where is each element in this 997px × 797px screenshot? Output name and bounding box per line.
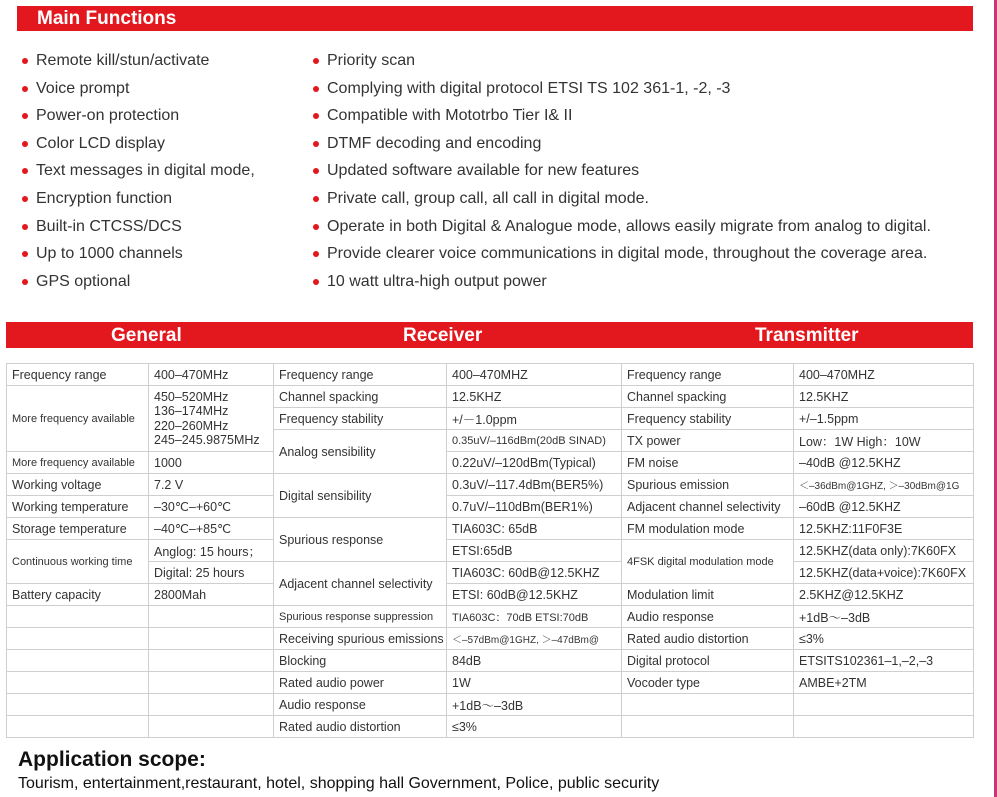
receiver-label: Spurious response	[274, 518, 447, 562]
empty-cell	[149, 672, 274, 694]
feature-item: Color LCD display	[22, 130, 255, 158]
general-label: Battery capacity	[7, 584, 149, 606]
transmitter-label: 4FSK digital modulation mode	[622, 540, 794, 584]
transmitter-value: +1dB～–3dB	[794, 606, 974, 628]
general-value: 2800Mah	[149, 584, 274, 606]
transmitter-label: Spurious emission	[622, 474, 794, 496]
empty-cell	[794, 694, 974, 716]
receiver-value: 12.5KHZ	[447, 386, 622, 408]
feature-item: Up to 1000 channels	[22, 240, 255, 268]
bullet-icon	[313, 224, 319, 230]
receiver-value: +/－1.0ppm	[447, 408, 622, 430]
feature-item: Encryption function	[22, 185, 255, 213]
transmitter-value: 12.5KHZ(data only):7K60FX	[794, 540, 974, 562]
table-row	[7, 606, 974, 628]
feature-item: GPS optional	[22, 268, 255, 296]
bullet-icon	[313, 86, 319, 92]
empty-cell	[149, 606, 274, 628]
table-row	[7, 628, 974, 650]
table-row	[7, 474, 974, 496]
bullet-icon	[22, 141, 28, 147]
empty-cell	[7, 650, 149, 672]
general-label: Working voltage	[7, 474, 149, 496]
transmitter-label: Channel spacking	[622, 386, 794, 408]
empty-cell	[7, 628, 149, 650]
transmitter-label: Vocoder type	[622, 672, 794, 694]
transmitter-value: ＜–36dBm@1GHZ, ＞–30dBm@1G	[794, 474, 974, 496]
general-value: 1000	[149, 452, 274, 474]
transmitter-label: Digital protocol	[622, 650, 794, 672]
empty-cell	[7, 672, 149, 694]
receiver-value: 84dB	[447, 650, 622, 672]
receiver-value: ETSI:65dB	[447, 540, 622, 562]
table-row	[7, 518, 974, 540]
general-label: Continuous working time	[7, 540, 149, 584]
bullet-icon	[313, 196, 319, 202]
feature-item: Operate in both Digital & Analogue mode, allows easily migrate from analog to digital.	[313, 213, 931, 241]
general-value: Digital: 25 hours	[149, 562, 274, 584]
empty-cell	[7, 716, 149, 738]
table-row	[7, 672, 974, 694]
transmitter-value: ETSITS102361–1,–2,–3	[794, 650, 974, 672]
main-functions-title: Main Functions	[37, 8, 177, 29]
feature-item: Compatible with Mototrbo Tier I& II	[313, 102, 931, 130]
table-row	[7, 694, 974, 716]
transmitter-value: 2.5KHZ@12.5KHZ	[794, 584, 974, 606]
receiver-value: TIA603C：70dB ETSI:70dB	[447, 606, 622, 628]
receiver-value: ETSI: 60dB@12.5KHZ	[447, 584, 622, 606]
feature-item: Complying with digital protocol ETSI TS 102 361-1, -2, -3	[313, 75, 931, 103]
bullet-icon	[313, 251, 319, 257]
table-row	[7, 540, 974, 562]
general-label: More frequency available	[7, 386, 149, 452]
bullet-icon	[313, 168, 319, 174]
feature-item: Text messages in digital mode,	[22, 157, 255, 185]
transmitter-label: Adjacent channel selectivity	[622, 496, 794, 518]
feature-item: Power-on protection	[22, 102, 255, 130]
receiver-label: Audio response	[274, 694, 447, 716]
receiver-value: 400–470MHZ	[447, 364, 622, 386]
features-left-list	[22, 47, 255, 295]
bullet-icon	[22, 58, 28, 64]
receiver-value: +1dB～–3dB	[447, 694, 622, 716]
transmitter-label: Frequency stability	[622, 408, 794, 430]
general-value: 400–470MHz	[149, 364, 274, 386]
receiver-label: Analog sensibility	[274, 430, 447, 474]
receiver-value: 0.3uV/–117.4dBm(BER5%)	[447, 474, 622, 496]
bullet-icon	[22, 86, 28, 92]
feature-item: Priority scan	[313, 47, 931, 75]
receiver-label: Receiving spurious emissions	[274, 628, 447, 650]
spec-section-header	[6, 322, 973, 348]
table-row	[7, 452, 974, 474]
general-value: –30℃–+60℃	[149, 496, 274, 518]
table-row	[7, 584, 974, 606]
feature-item: Updated software available for new features	[313, 157, 931, 185]
general-value-stack: 450–520MHz 136–174MHz 220–260MHz 245–245.9875MHz	[149, 386, 274, 452]
transmitter-value: –40dB @12.5KHZ	[794, 452, 974, 474]
transmitter-label: TX power	[622, 430, 794, 452]
table-row	[7, 386, 974, 408]
empty-cell	[622, 694, 794, 716]
table-row	[7, 562, 974, 584]
feature-item: Voice prompt	[22, 75, 255, 103]
feature-item: Provide clearer voice communications in digital mode, throughout the coverage area.	[313, 240, 931, 268]
application-scope-title: Application scope:	[18, 748, 206, 771]
spec-table	[6, 363, 974, 738]
features-right-list	[313, 47, 931, 295]
general-label: Working temperature	[7, 496, 149, 518]
transmitter-value: 400–470MHZ	[794, 364, 974, 386]
transmitter-value: +/–1.5ppm	[794, 408, 974, 430]
bullet-icon	[22, 113, 28, 119]
empty-cell	[149, 628, 274, 650]
empty-cell	[622, 716, 794, 738]
empty-cell	[149, 650, 274, 672]
receiver-label: Adjacent channel selectivity	[274, 562, 447, 606]
general-value: 7.2 V	[149, 474, 274, 496]
transmitter-label: Frequency range	[622, 364, 794, 386]
transmitter-heading: Transmitter	[755, 325, 859, 346]
receiver-label: Spurious response suppression	[274, 606, 447, 628]
transmitter-value: 12.5KHZ	[794, 386, 974, 408]
receiver-value: 0.7uV/–110dBm(BER1%)	[447, 496, 622, 518]
general-label: Storage temperature	[7, 518, 149, 540]
feature-item: DTMF decoding and encoding	[313, 130, 931, 158]
table-row	[7, 496, 974, 518]
bullet-icon	[313, 58, 319, 64]
bullet-icon	[313, 113, 319, 119]
transmitter-label: FM noise	[622, 452, 794, 474]
empty-cell	[149, 716, 274, 738]
receiver-label: Rated audio power	[274, 672, 447, 694]
bullet-icon	[22, 279, 28, 285]
bullet-icon	[313, 279, 319, 285]
receiver-label: Frequency range	[274, 364, 447, 386]
receiver-label: Channel spacking	[274, 386, 447, 408]
bullet-icon	[22, 224, 28, 230]
table-row	[7, 650, 974, 672]
receiver-label: Blocking	[274, 650, 447, 672]
receiver-label: Rated audio distortion	[274, 716, 447, 738]
feature-item: Remote kill/stun/activate	[22, 47, 255, 75]
empty-cell	[149, 694, 274, 716]
general-value: –40℃–+85℃	[149, 518, 274, 540]
empty-cell	[7, 694, 149, 716]
general-heading: General	[111, 325, 182, 346]
receiver-value: 0.22uV/–120dBm(Typical)	[447, 452, 622, 474]
receiver-value: 0.35uV/–116dBm(20dB SINAD)	[447, 430, 622, 452]
application-scope-text: Tourism, entertainment,restaurant, hotel, shopping hall Government, Police, public security	[18, 775, 660, 792]
general-label: More frequency available	[7, 452, 149, 474]
bullet-icon	[313, 141, 319, 147]
receiver-heading: Receiver	[403, 325, 483, 346]
table-row	[7, 364, 974, 386]
transmitter-label: Rated audio distortion	[622, 628, 794, 650]
bullet-icon	[22, 196, 28, 202]
feature-item: Built-in CTCSS/DCS	[22, 213, 255, 241]
main-functions-header	[17, 6, 973, 31]
table-row	[7, 716, 974, 738]
transmitter-value: ≤3%	[794, 628, 974, 650]
bullet-icon	[22, 168, 28, 174]
receiver-value: 1W	[447, 672, 622, 694]
feature-item: 10 watt ultra-high output power	[313, 268, 931, 296]
general-label: Frequency range	[7, 364, 149, 386]
transmitter-label: Audio response	[622, 606, 794, 628]
receiver-value: TIA603C: 60dB@12.5KHZ	[447, 562, 622, 584]
receiver-label: Frequency stability	[274, 408, 447, 430]
transmitter-value: –60dB @12.5KHZ	[794, 496, 974, 518]
empty-cell	[7, 606, 149, 628]
receiver-label: Digital sensibility	[274, 474, 447, 518]
receiver-value: TIA603C: 65dB	[447, 518, 622, 540]
transmitter-label: FM modulation mode	[622, 518, 794, 540]
receiver-value: ≤3%	[447, 716, 622, 738]
transmitter-label: Modulation limit	[622, 584, 794, 606]
feature-item: Private call, group call, all call in digital mode.	[313, 185, 931, 213]
receiver-value: ＜–57dBm@1GHZ, ＞–47dBm@	[447, 628, 622, 650]
transmitter-value: 12.5KHZ:11F0F3E	[794, 518, 974, 540]
transmitter-value: AMBE+2TM	[794, 672, 974, 694]
general-value: Anglog: 15 hours；	[149, 540, 274, 562]
empty-cell	[794, 716, 974, 738]
transmitter-value: Low：1W High：10W	[794, 430, 974, 452]
transmitter-value: 12.5KHZ(data+voice):7K60FX	[794, 562, 974, 584]
bullet-icon	[22, 251, 28, 257]
